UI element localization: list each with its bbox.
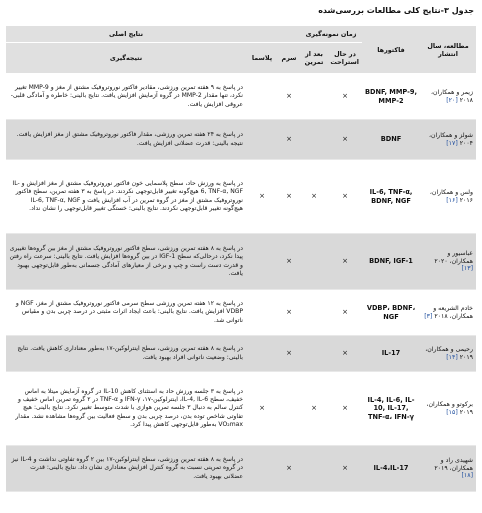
table-row: [6, 290, 476, 336]
study-cell: [420, 372, 476, 446]
mark-after-exercise: [300, 74, 328, 120]
table-row: [6, 336, 476, 372]
header-resting: در حال استراحت: [328, 43, 362, 74]
study-cell: [420, 336, 476, 372]
study-cell: [420, 234, 476, 290]
study-cell: [420, 74, 476, 120]
study-ref-link[interactable]: [۱۵]: [446, 408, 458, 416]
result-cell: در پاسخ به ۲۴ هفته تمرین ورزشی، مقدار فاکتور نوروتروفیک مشتق از مغز افزایش یافت. نتیجه بالینی: قدرت عضلانی افزایش یافت.: [6, 120, 246, 160]
factors-cell: BDNF, IGF-1: [362, 234, 420, 290]
header-serum: سرم: [278, 43, 300, 74]
mark-serum: ×: [278, 290, 300, 336]
result-cell: در پاسخ به ۳ جلسه ورزش حاد به استثنای کاهش IL-10 در گروه آزمایش میتلا به اماس خفیف، سطح IL-4, IL-6، اینترلوکین-۱۷، IFN-γ و TNF-α در ۲ گروه تمرین اماس خفیف و کنترل سالم به دنبال ۳ جلسه تمرین هوازی با شدت متوسط تغییر نکرد. نتایج بالینی: هیچ تفاوتی شاخص توده بدن، درصد چربی بدن و سطح فعالیت بین گروه‌ها مشاهده نشد. مقدار VO₂max به‌طور قابل‌توجهی کاهش پیدا کرد.: [6, 372, 246, 446]
study-ref-link[interactable]: [۱۴]: [446, 353, 458, 361]
mark-plasma: [246, 446, 278, 492]
study-cell: [420, 290, 476, 336]
mark-resting: ×: [328, 336, 362, 372]
mark-serum: ×: [278, 120, 300, 160]
table-row: [6, 234, 476, 290]
factors-cell: VDBP، BDNF، NGF: [362, 290, 420, 336]
table-row: [6, 372, 476, 446]
mark-resting: ×: [328, 290, 362, 336]
table-caption: جدول ۳-نتایج کلی مطالعات بررسی‌شده: [318, 6, 474, 15]
table-body: [6, 74, 476, 492]
study-cell: [420, 120, 476, 160]
header-conclusion: نتیجه‌گیری: [6, 43, 246, 74]
header-timing-group: زمان نمونه‌گیری: [300, 26, 362, 43]
mark-plasma: [246, 120, 278, 160]
mark-resting: ×: [328, 446, 362, 492]
mark-after-exercise: [300, 234, 328, 290]
study-name: رحیمی و همکاران، ۲۰۱۹: [425, 345, 473, 361]
mark-serum: ×: [278, 234, 300, 290]
mark-serum: ×: [278, 160, 300, 234]
mark-serum: [278, 372, 300, 446]
header-plasma: پلاسما: [246, 43, 278, 74]
mark-plasma: [246, 74, 278, 120]
table-row: [6, 160, 476, 234]
mark-plasma: [246, 290, 278, 336]
study-ref-link[interactable]: [۲۰]: [446, 96, 458, 104]
table-row: [6, 120, 476, 160]
result-cell: در پاسخ به ۹ هفته تمرین ورزشی، مقادیر فاکتور نوروتروفیک مشتق از مغز و MMP-9 تغییر نکرد، تنها مقدار MMP-2 در گروه آزمایش افزایش یافت. نتایج بالینی: خاطره و آمادگی قلبی-عروقی افزایش یافت.: [6, 74, 246, 120]
result-cell: در پاسخ به ورزش حاد، سطح پلاسمایی خون فاکتور نوروتروفیک مشتق از مغز افزایش و IL-6, TNF-α, NGF هیچ‌گونه تغییر قابل‌توجهی نکردند. در پاسخ به ۳ هفته تمرین، سطح فاکتور نوروتروفیک مشتق از مغز در گروه تمرین در آب افزایش یافت و IL-6, TNF-α, NGF هیچ‌گونه تغییر قابل‌توجهی نکردند. نتایج بالینی: خستگی تغییر قابل‌توجهی را نشان نداد.: [6, 160, 246, 234]
mark-resting: ×: [328, 160, 362, 234]
mark-serum: ×: [278, 74, 300, 120]
table-row: [6, 74, 476, 120]
study-ref-link[interactable]: [۱۸]: [461, 472, 473, 480]
result-cell: در پاسخ به ۱۲ هفته تمرین ورزشی سطح سرمی فاکتور نوروتروفیک مشتق از مغز، NGF و VDBP افزایش یافت. نتایج بالینی: باعث ایجاد اثرات مثبتی در درصد چربی بدن و مقیاس ناتوانی شد.: [6, 290, 246, 336]
mark-plasma: ×: [246, 372, 278, 446]
study-name: زیمر و همکاران، ۲۰۱۸: [430, 88, 473, 104]
mark-after-exercise: [300, 120, 328, 160]
mark-resting: ×: [328, 234, 362, 290]
mark-plasma: [246, 234, 278, 290]
results-table: [6, 26, 476, 492]
study-ref-link[interactable]: [۳]: [424, 312, 433, 320]
study-ref-link[interactable]: [۱۷]: [446, 139, 458, 147]
study-name: خادم الشریعه و همکاران، ۲۰۱۸: [433, 304, 473, 320]
header-sample-group: [246, 26, 300, 43]
study-cell: [420, 160, 476, 234]
study-name: شولز و همکاران، ۲۰۰۴: [429, 131, 473, 147]
study-name: شهیدی راد و همکاران، ۲۰۱۹: [434, 456, 473, 472]
header-study: مطالعه، سال انتشار: [420, 26, 476, 74]
factors-cell: BDNF, MMP-9, MMP-2: [362, 74, 420, 120]
study-cell: [420, 446, 476, 492]
header-after-exercise: بعد از تمرین: [300, 43, 328, 74]
result-cell: در پاسخ به ۸ هفته تمرین ورزشی، سطح اینترلوکین-۱۷ به‌طور معناداری کاهش یافت. نتایج بالینی: وضعیت ناتوانی افراد بهبود یافت.: [6, 336, 246, 372]
mark-resting: ×: [328, 120, 362, 160]
mark-after-exercise: ×: [300, 372, 328, 446]
study-name: برکوتو و همکاران، ۲۰۱۹: [426, 400, 473, 416]
header-main-results: نتایج اصلی: [6, 26, 246, 43]
mark-plasma: ×: [246, 160, 278, 234]
table-row: [6, 446, 476, 492]
result-cell: در پاسخ به ۸ هفته تمرین ورزشی، سطح اینترلوکین-۱۷ بین ۲ گروه تفاوتی نداشت و IL-4 نیز در گروه تمرینی نسبت به گروه کنترل افزایش معناداری نشان داد. نتایج بالینی: قدرت عضلانی بهبود یافت.: [6, 446, 246, 492]
study-name: ولس و همکاران، ۲۰۱۶: [429, 188, 473, 204]
factors-cell: IL-6, TNF-α, BDNF, NGF: [362, 160, 420, 234]
mark-after-exercise: [300, 446, 328, 492]
factors-cell: BDNF: [362, 120, 420, 160]
result-cell: در پاسخ به ۸ هفته تمرین ورزشی، سطح فاکتور نوروتروفیک مشتق از مغز بین گروه‌ها تغییری پیدا نکرد، درحالی‌که سطح IGF-1 در بین گروه‌ها افزایش یافت. نتایج بالینی: سرعت راه رفتن و قدرت دست راست و چپ و برخی از معیارهای آمادگی جسمانی به‌طور قابل‌توجهی بهبود یافت.: [6, 234, 246, 290]
header-factors: فاکتورها: [362, 26, 420, 74]
mark-serum: ×: [278, 336, 300, 372]
factors-cell: IL-4،IL-17: [362, 446, 420, 492]
factors-cell: IL-17: [362, 336, 420, 372]
mark-resting: ×: [328, 372, 362, 446]
mark-resting: ×: [328, 74, 362, 120]
factors-cell: IL-4, IL-6, IL-10, IL-17, TNF-α، IFN-γ: [362, 372, 420, 446]
study-name: عباسیور و همکاران، ۲۰۲۰: [434, 249, 473, 265]
mark-after-exercise: [300, 336, 328, 372]
mark-after-exercise: ×: [300, 160, 328, 234]
mark-serum: ×: [278, 446, 300, 492]
study-ref-link[interactable]: [۱۶]: [446, 196, 458, 204]
mark-after-exercise: [300, 290, 328, 336]
mark-plasma: [246, 336, 278, 372]
study-ref-link[interactable]: [۱۳]: [461, 265, 473, 273]
